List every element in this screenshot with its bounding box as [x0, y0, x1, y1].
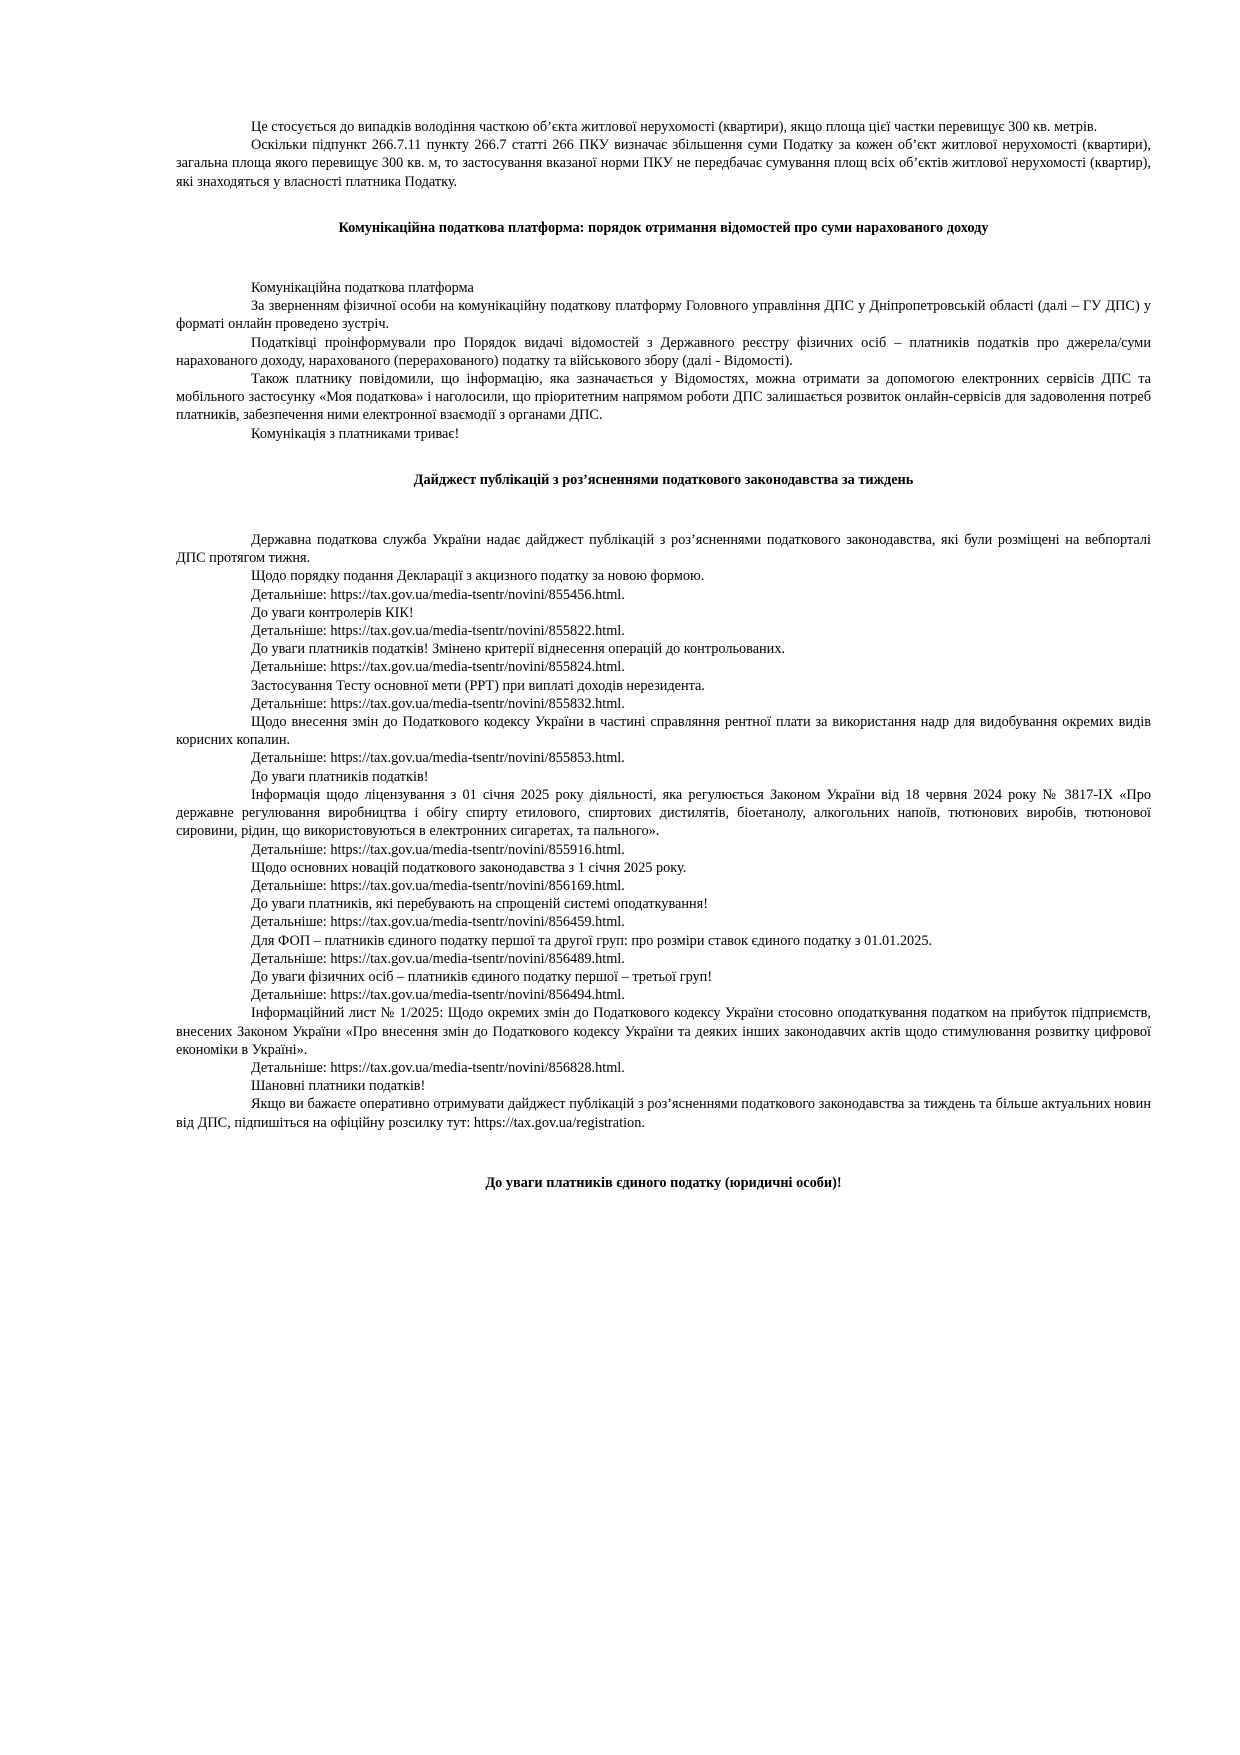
- paragraph: Це стосується до випадків володіння часткою об’єкта житлової нерухомості (квартири), якщо площа цієї частки перевищує 300 кв. метрів.: [251, 119, 1098, 135]
- digest-link: Детальніше: https://tax.gov.ua/media-tsentr/novini/856459.html.: [251, 914, 625, 931]
- digest-item: До уваги контролерів КІК!: [251, 604, 414, 621]
- section-heading: До уваги платників єдиного податку (юридичні особи)!: [485, 1174, 842, 1191]
- digest-item: Інформація щодо ліцензування з 01 січня 2025 року діяльності, яка регулюється Законом України від 18 червня 2024 року № 3817-IX «Про державне регулювання виробництва і обігу спирту етилового, спиртових дистилятів, біоетанолу, алкогольних напоїв, тютюнових виробів, тютюнової сировини, рідин, що використовуються в електронних сигаретах, та пального».: [176, 786, 1151, 840]
- digest-link: Детальніше: https://tax.gov.ua/media-tsentr/novini/856494.html.: [251, 987, 625, 1004]
- digest-item: Щодо основних новацій податкового законодавства з 1 січня 2025 року.: [251, 859, 687, 876]
- section-heading: Комунікаційна податкова платформа: порядок отримання відомостей про суми нарахованого доходу: [338, 219, 989, 236]
- paragraph: Шановні платники податків!: [251, 1078, 426, 1095]
- digest-link: Детальніше: https://tax.gov.ua/media-tsentr/novini/855824.html.: [251, 659, 625, 676]
- digest-item: До уваги фізичних осіб – платників єдиного податку першої – третьої груп!: [251, 968, 713, 985]
- digest-link: Детальніше: https://tax.gov.ua/media-tsentr/novini/856489.html.: [251, 950, 625, 967]
- paragraph: Оскільки підпункт 266.7.11 пункту 266.7 статті 266 ПКУ визначає збільшення суми Податку за кожен об’єкт житлової нерухомості (квартири), загальна площа якого перевищує 300 кв. м, то застосування вказаної норми ПКУ не передбачає сумування площ всіх об’єктів житлової нерухомості (квартир), які знаходяться у власності платника Податку.: [176, 137, 1151, 190]
- digest-item: До уваги платників, які перебувають на спрощеній системі оподаткування!: [251, 896, 708, 913]
- paragraph: Податківці проінформували про Порядок видачі відомостей з Державного реєстру фізичних осіб – платників податків про джерела/суми нарахованого доходу, нарахованого (перерахованого) податку та військового збору (далі - Відомості).: [176, 334, 1151, 369]
- digest-item: До уваги платників податків!: [251, 768, 429, 785]
- digest-link: Детальніше: https://tax.gov.ua/media-tsentr/novini/856169.html.: [251, 877, 625, 894]
- paragraph: Комунікація з платниками триває!: [251, 425, 460, 442]
- digest-link: Детальніше: https://tax.gov.ua/media-tsentr/novini/855822.html.: [251, 623, 625, 640]
- digest-item: До уваги платників податків! Змінено критерії віднесення операцій до контрольованих.: [251, 641, 786, 658]
- digest-item: Щодо порядку подання Декларації з акцизного податку за новою формою.: [251, 568, 705, 585]
- digest-link: Детальніше: https://tax.gov.ua/media-tsentr/novini/855916.html.: [251, 841, 625, 858]
- document-page: [176, 118, 1151, 1192]
- paragraph: Державна податкова служба України надає дайджест публікацій з роз’ясненнями податкового законодавства, які були розміщені на вебпорталі ДПС протягом тижня.: [176, 532, 1151, 567]
- digest-item: Інформаційний лист № 1/2025: Щодо окремих змін до Податкового кодексу України стосовно оподаткування податком на прибуток підприємств, внесених Законом України «Про внесення змін до Податкового кодексу України та деяких інших законодавчих актів щодо стимулювання розвитку цифрової економіки в Україні».: [176, 1005, 1151, 1058]
- digest-link: Детальніше: https://tax.gov.ua/media-tsentr/novini/855456.html.: [251, 586, 625, 603]
- digest-link: Детальніше: https://tax.gov.ua/media-tsentr/novini/855853.html.: [251, 750, 625, 767]
- digest-link: Детальніше: https://tax.gov.ua/media-tsentr/novini/856828.html.: [251, 1059, 625, 1076]
- digest-link: Детальніше: https://tax.gov.ua/media-tsentr/novini/855832.html.: [251, 695, 625, 712]
- digest-item: Щодо внесення змін до Податкового кодексу України в частині справляння рентної плати за використання надр для видобування окремих видів корисних копалин.: [176, 714, 1151, 749]
- paragraph: Якщо ви бажаєте оперативно отримувати дайджест публікацій з роз’ясненнями податкового законодавства за тиждень та більше актуальних новин від ДПС, підпишіться на офіційну розсилку тут: https://tax.gov.ua/registration.: [176, 1096, 1151, 1131]
- digest-item: Застосування Тесту основної мети (PPT) при виплаті доходів нерезидента.: [251, 677, 705, 694]
- section-heading: Дайджест публікацій з роз’ясненнями податкового законодавства за тиждень: [413, 471, 914, 488]
- paragraph: За зверненням фізичної особи на комунікаційну податкову платформу Головного управління ДПС у Дніпропетровській області (далі – ГУ ДПС) у форматі онлайн проведено зустріч.: [176, 298, 1151, 333]
- paragraph: Також платнику повідомили, що інформацію, яка зазначається у Відомостях, можна отримати за допомогою електронних сервісів ДПС та мобільного застосунку «Моя податкова» і наголосили, що пріоритетним напрямом роботи ДПС залишається розвиток онлайн-сервісів для задоволення потреб платників, забезпечення ними електронної взаємодії з органами ДПС.: [176, 371, 1151, 424]
- digest-item: Для ФОП – платників єдиного податку першої та другої груп: про розміри ставок єдиного податку з 01.01.2025.: [251, 932, 933, 949]
- paragraph: Комунікаційна податкова платформа: [251, 280, 474, 297]
